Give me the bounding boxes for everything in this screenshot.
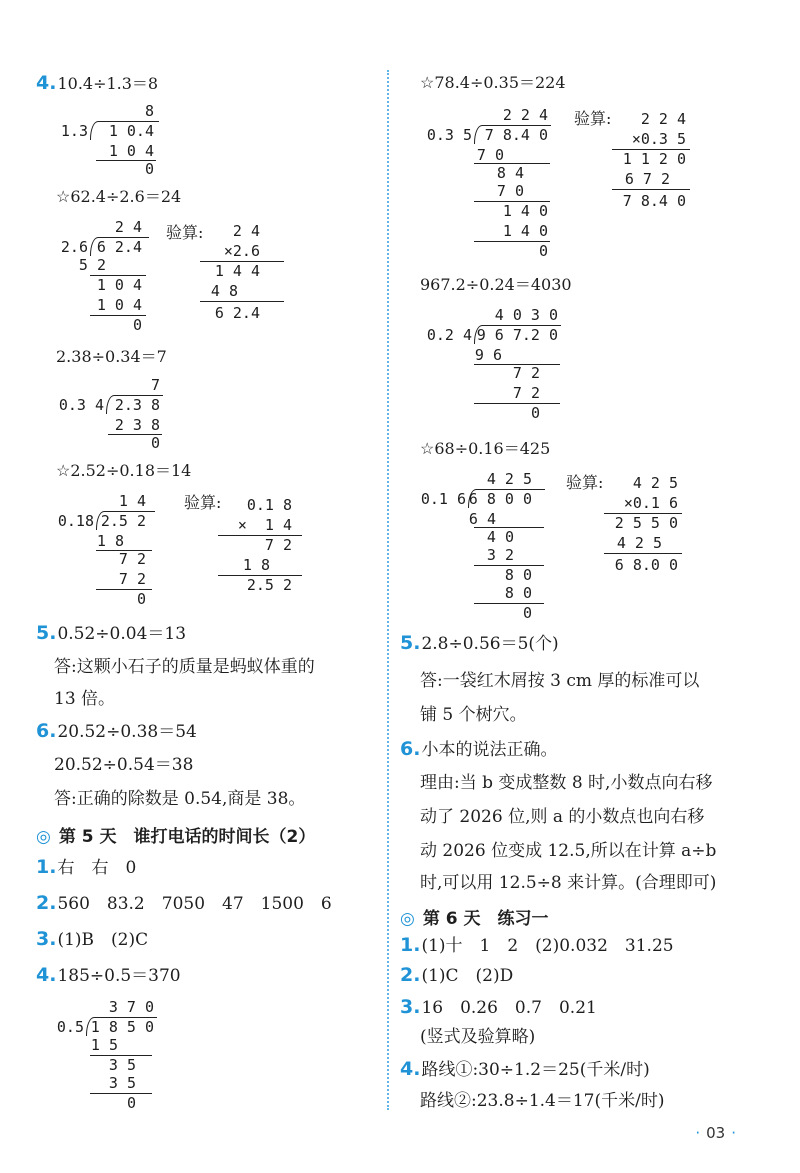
target-icon: ◎: [400, 909, 415, 929]
long-division-r2: 0.2 4 4 0 3 0 9 6 7.2 0 9 6 7 2 7 2 0: [418, 306, 564, 426]
section-heading-day6: ◎ 第 6 天 练习一: [400, 909, 549, 929]
l-q6-eq1: 6.20.52÷0.38＝54: [36, 720, 197, 742]
d5-q3: 3.(1)B (2)C: [36, 928, 149, 950]
d6-q4-line1: 4.路线①:30÷1.2＝25(千米/时): [400, 1058, 650, 1080]
l-q4-eq1: 4.10.4÷1.3＝8: [36, 72, 159, 94]
d6-q3: 3.16 0.26 0.7 0.21: [400, 996, 597, 1018]
d6-q3-note: (竖式及验算略): [420, 1027, 536, 1047]
check-label-r1: 验算:: [574, 109, 612, 128]
page-number: · 03 ·: [695, 1124, 736, 1142]
target-icon: ◎: [36, 827, 51, 847]
long-division-d5: 0.5 3 7 0 1 8 5 0 1 5 3 5 3 5 0: [50, 998, 160, 1118]
check-label-2: 验算:: [166, 223, 204, 242]
l-q5-eq: 5.0.52÷0.04＝13: [36, 622, 187, 644]
r-q4-eq3: ☆68÷0.16＝425: [420, 439, 551, 458]
column-divider: [387, 70, 389, 1110]
check-label-4: 验算:: [184, 493, 222, 512]
check-label-r3: 验算:: [566, 473, 604, 492]
check-multiplication-4: 0.1 8 × 1 4 7 2 1 8 2.5 2: [218, 496, 302, 596]
d6-q4-line2: 路线②:23.8÷1.4＝17(千米/时): [420, 1091, 665, 1111]
r-q6-line4: 动 2026 位变成 12.5,所以在计算 a÷b: [420, 841, 717, 861]
check-multiplication-r3: 4 2 5 ×0.1 6 2 5 5 0 4 2 5 6 8.0 0: [604, 474, 682, 574]
d5-q1: 1.右 右 0: [36, 856, 137, 878]
r-q4-eq2: 967.2÷0.24＝4030: [420, 275, 572, 294]
r-q6-line3: 动了 2026 位,则 a 的小数点也向右移: [420, 807, 705, 827]
l-q6-answer: 答:正确的除数是 0.54,商是 38。: [54, 789, 306, 809]
check-multiplication-r1: 2 2 4 ×0.3 5 1 1 2 0 6 7 2 7 8.4 0: [612, 110, 690, 210]
section-heading-day5: ◎ 第 5 天 谁打电话的时间长（2）: [36, 827, 316, 847]
long-division-r3: 0.1 6 4 2 5 6 8 0 0 6 4 4 0 3 2 8 0 8 0 0: [418, 470, 548, 622]
d5-q2: 2.560 83.2 7050 47 1500 6: [36, 892, 332, 914]
long-division-2: 2.6 2 4 6 2.4 5 2 1 0 4 1 0 4 0: [50, 218, 150, 338]
long-division-4: 0.18 1 4 2.5 2 1 8 7 2 7 2 0: [50, 492, 160, 612]
d5-q4: 4.185÷0.5＝370: [36, 964, 181, 986]
r-q4-eq1: ☆78.4÷0.35＝224: [420, 73, 566, 92]
long-division-r1: 0.3 5 2 2 4 7 8.4 0 7 0 8 4 7 0 1 4 0 1 4 0 0: [418, 106, 554, 258]
r-q5-answer-1: 答:一袋红木屑按 3 cm 厚的标准可以: [420, 671, 700, 691]
r-q6-line1: 6.小本的说法正确。: [400, 738, 558, 760]
l-q6-eq2: 20.52÷0.54＝38: [54, 755, 194, 775]
check-multiplication-2: 2 4 ×2.6 1 4 4 4 8 6 2.4: [200, 222, 284, 322]
r-q5-answer-2: 铺 5 个树穴。: [420, 705, 527, 725]
r-q5-eq: 5.2.8÷0.56＝5(个): [400, 632, 559, 654]
l-q4-eq2: ☆62.4÷2.6＝24: [56, 187, 182, 206]
d6-q1: 1.(1)十 1 2 (2)0.032 31.25: [400, 934, 674, 956]
l-q4-eq3: 2.38÷0.34＝7: [56, 347, 167, 366]
d6-q2: 2.(1)C (2)D: [400, 964, 514, 986]
l-q5-answer-1: 答:这颗小石子的质量是蚂蚁体重的: [54, 657, 315, 677]
long-division-1: 1.3 8 1 0.4 1 0 4 0: [50, 102, 160, 162]
l-q5-answer-2: 13 倍。: [54, 689, 116, 709]
r-q6-line5: 时,可以用 12.5÷8 来计算。(合理即可): [420, 873, 717, 893]
r-q6-line2: 理由:当 b 变成整数 8 时,小数点向右移: [420, 773, 713, 793]
l-q4-eq4: ☆2.52÷0.18＝14: [56, 461, 192, 480]
long-division-3: 0.3 4 7 2.3 8 2 3 8 0: [50, 376, 170, 448]
